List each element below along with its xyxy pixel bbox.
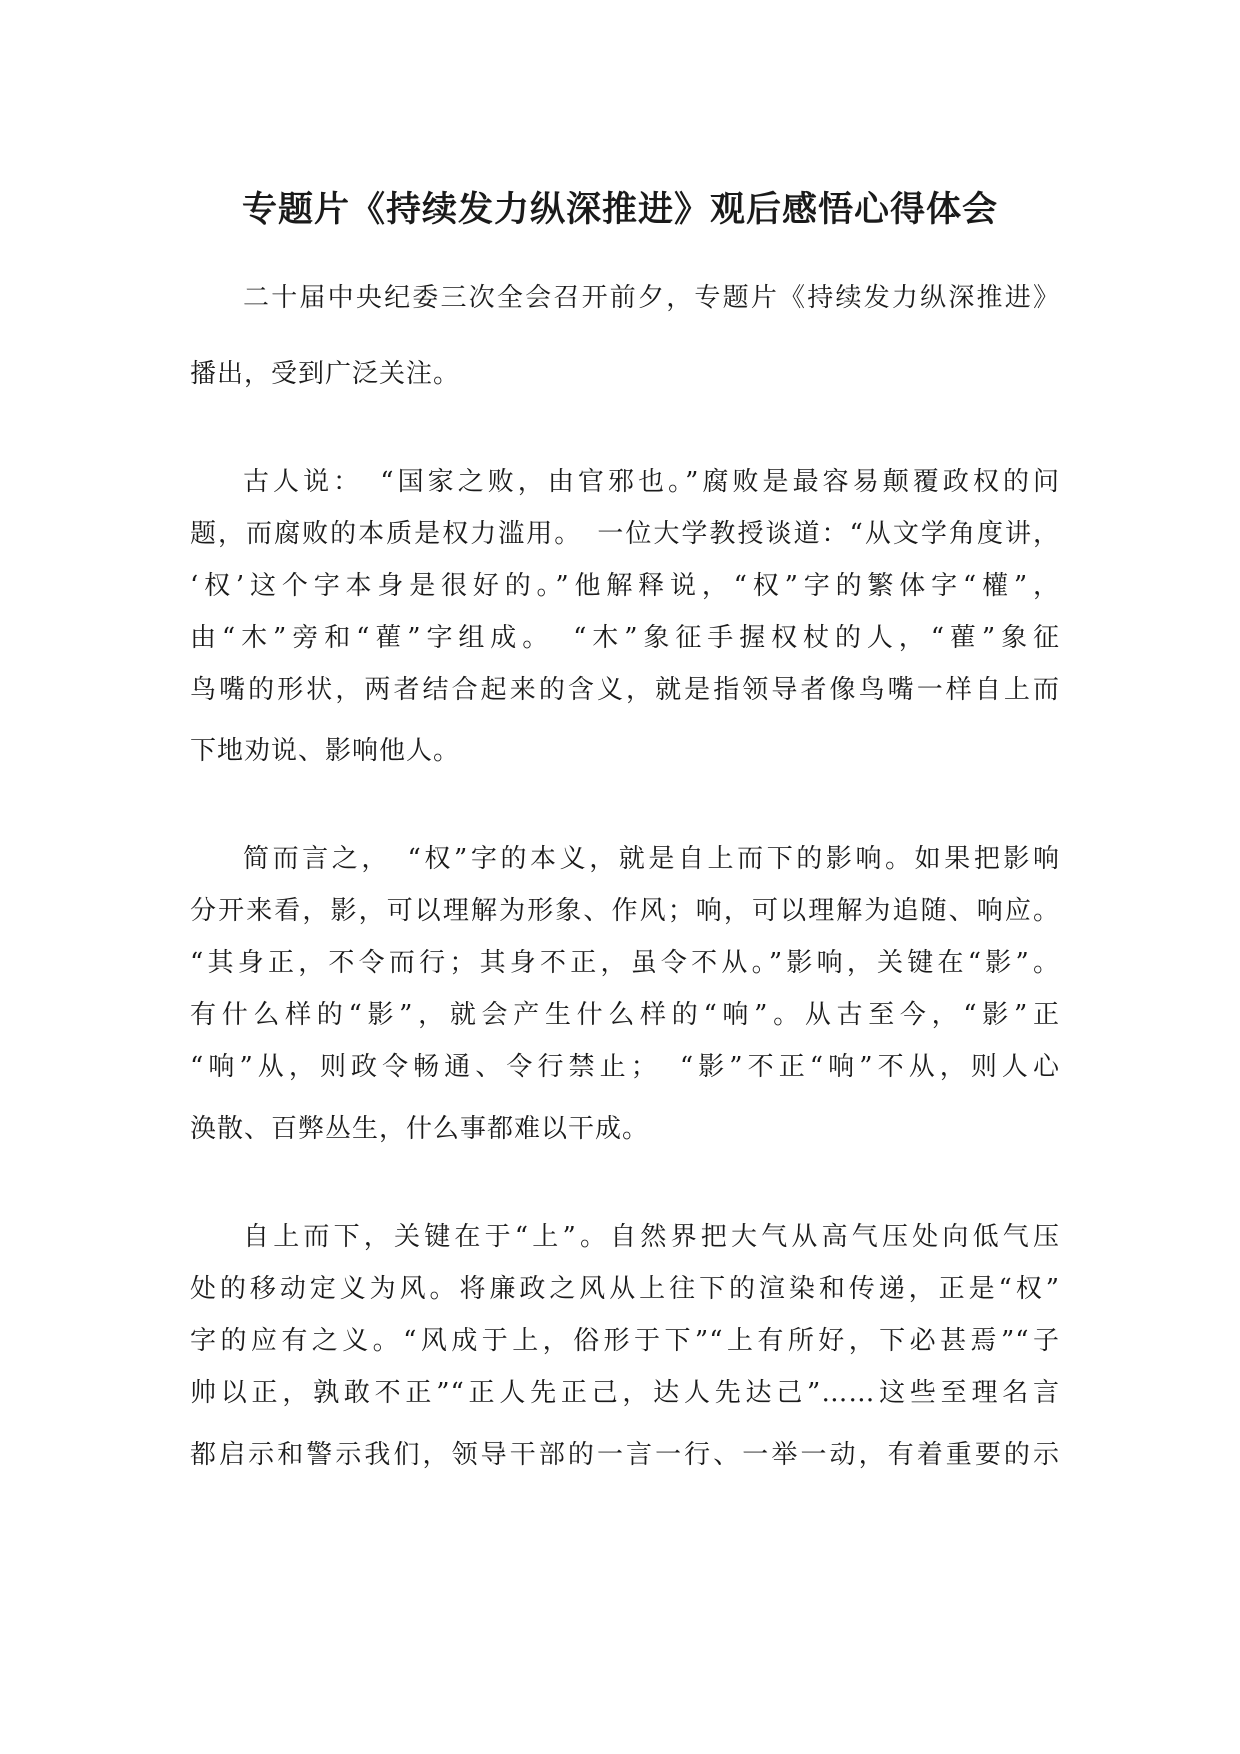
paragraph-line: 播出，受到广泛关注。	[190, 359, 461, 389]
paragraph-line: 都启示和警示我们，领导干部的一言一行、一举一动，有着重要的示	[190, 1440, 1060, 1470]
paragraph-line: 有什么样的“影”，就会产生什么样的“响”。从古至今，“影”正	[190, 1000, 1060, 1030]
paragraph-line: 古人说： “国家之败，由官邪也。”腐败是最容易颠覆政权的问	[243, 467, 1060, 497]
paragraph-line: 下地劝说、影响他人。	[190, 736, 461, 766]
paragraph-line: 处的移动定义为风。将廉政之风从上往下的渲染和传递，正是“权”	[190, 1274, 1060, 1304]
paragraph-line: 自上而下，关键在于“上”。自然界把大气从高气压处向低气压	[243, 1222, 1060, 1252]
paragraph-line: 帅以正，孰敢不正”“正人先正己，达人先达己”……这些至理名言	[190, 1378, 1060, 1408]
paragraph-line: 字的应有之义。“风成于上，俗形于下”“上有所好，下必甚焉”“子	[190, 1326, 1060, 1356]
paragraph-line: ‘权’这个字本身是很好的。”他解释说，“权”字的繁体字“權”，	[190, 571, 1060, 601]
paragraph-line: 二十届中央纪委三次全会召开前夕，专题片《持续发力纵深推进》	[243, 283, 1060, 313]
paragraph-line: 分开来看，影，可以理解为形象、作风；响，可以理解为追随、响应。	[190, 896, 1060, 926]
paragraph-line: “响”从，则政令畅通、令行禁止； “影”不正“响”不从，则人心	[190, 1052, 1060, 1082]
paragraph-line: “其身正，不令而行；其身不正，虽令不从。”影响，关键在“影”。	[190, 948, 1060, 978]
document-title: 专题片《持续发力纵深推进》观后感悟心得体会	[241, 189, 998, 230]
paragraph-line: 由“木”旁和“雚”字组成。 “木”象征手握权杖的人，“雚”象征	[190, 623, 1060, 653]
paragraph-line: 题，而腐败的本质是权力滥用。 一位大学教授谈道：“从文学角度讲，	[190, 519, 1060, 549]
paragraph-line: 简而言之， “权”字的本义，就是自上而下的影响。如果把影响	[243, 844, 1060, 874]
paragraph-line: 鸟嘴的形状，两者结合起来的含义，就是指领导者像鸟嘴一样自上而	[190, 675, 1060, 705]
paragraph-line: 涣散、百弊丛生，什么事都难以干成。	[190, 1114, 650, 1144]
